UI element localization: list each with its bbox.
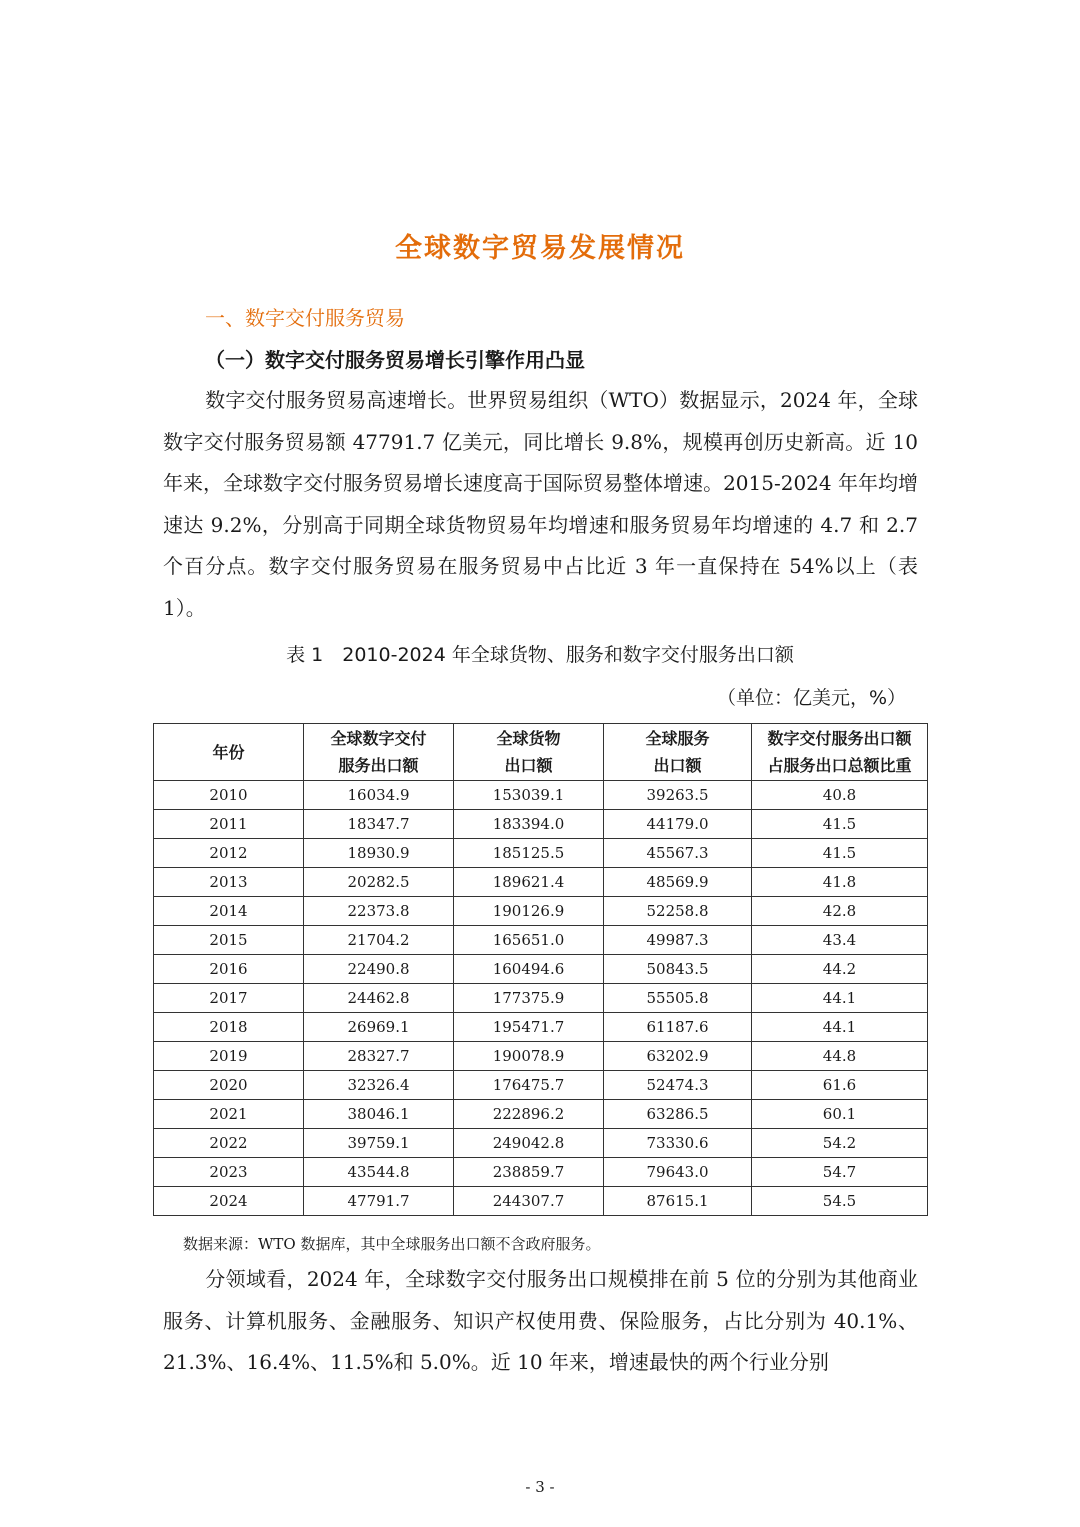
table-cell: 195471.7 <box>454 1013 604 1042</box>
table-cell: 165651.0 <box>454 926 604 955</box>
table-cell: 2016 <box>154 955 304 984</box>
header-year: 年份 <box>154 724 304 781</box>
table-cell: 2020 <box>154 1071 304 1100</box>
table-cell: 249042.8 <box>454 1129 604 1158</box>
table-cell: 41.5 <box>752 839 928 868</box>
table-header-row <box>154 724 928 781</box>
table-cell: 61.6 <box>752 1071 928 1100</box>
table-cell: 43544.8 <box>304 1158 454 1187</box>
table-cell: 2015 <box>154 926 304 955</box>
table-cell: 189621.4 <box>454 868 604 897</box>
table-cell: 44.1 <box>752 1013 928 1042</box>
table-cell: 44.8 <box>752 1042 928 1071</box>
table-cell: 20282.5 <box>304 868 454 897</box>
table-cell: 48569.9 <box>604 868 752 897</box>
subsection-heading: （一）数字交付服务贸易增长引擎作用凸显 <box>205 348 585 372</box>
header-digital-exports: 全球数字交付 服务出口额 <box>304 724 454 781</box>
table-cell: 44.1 <box>752 984 928 1013</box>
table-source: 数据来源：WTO 数据库，其中全球服务出口额不含政府服务。 <box>183 1235 601 1253</box>
table-cell: 2023 <box>154 1158 304 1187</box>
table-cell: 2021 <box>154 1100 304 1129</box>
table-row <box>154 955 928 984</box>
table-cell: 50843.5 <box>604 955 752 984</box>
table-cell: 60.1 <box>752 1100 928 1129</box>
table-row <box>154 810 928 839</box>
table-cell: 43.4 <box>752 926 928 955</box>
table-cell: 41.8 <box>752 868 928 897</box>
table-cell: 26969.1 <box>304 1013 454 1042</box>
paragraph-1 <box>163 380 918 629</box>
page-number: - 3 - <box>525 1478 555 1496</box>
header-digital-share: 数字交付服务出口额 占服务出口总额比重 <box>752 724 928 781</box>
table-row <box>154 1013 928 1042</box>
export-table <box>153 723 928 1216</box>
table-cell: 52474.3 <box>604 1071 752 1100</box>
table-row <box>154 897 928 926</box>
table-row <box>154 984 928 1013</box>
table-cell: 54.2 <box>752 1129 928 1158</box>
table-cell: 2017 <box>154 984 304 1013</box>
table-cell: 185125.5 <box>454 839 604 868</box>
table-cell: 244307.7 <box>454 1187 604 1216</box>
table-cell: 153039.1 <box>454 781 604 810</box>
table-row <box>154 1187 928 1216</box>
table-cell: 190078.9 <box>454 1042 604 1071</box>
table-cell: 32326.4 <box>304 1071 454 1100</box>
paragraph-2 <box>163 1259 918 1384</box>
table-cell: 42.8 <box>752 897 928 926</box>
table-row <box>154 839 928 868</box>
table-cell: 183394.0 <box>454 810 604 839</box>
table-row <box>154 1042 928 1071</box>
table-cell: 38046.1 <box>304 1100 454 1129</box>
table-row <box>154 1100 928 1129</box>
table-cell: 176475.7 <box>454 1071 604 1100</box>
table-cell: 2010 <box>154 781 304 810</box>
table-row <box>154 1071 928 1100</box>
table-cell: 22373.8 <box>304 897 454 926</box>
table-cell: 2012 <box>154 839 304 868</box>
table-cell: 55505.8 <box>604 984 752 1013</box>
table-cell: 222896.2 <box>454 1100 604 1129</box>
table-cell: 18347.7 <box>304 810 454 839</box>
table-cell: 45567.3 <box>604 839 752 868</box>
table-cell: 28327.7 <box>304 1042 454 1071</box>
table-cell: 54.7 <box>752 1158 928 1187</box>
page-title: 全球数字贸易发展情况 <box>395 233 685 264</box>
table-cell: 2011 <box>154 810 304 839</box>
table-cell: 24462.8 <box>304 984 454 1013</box>
section-heading: 一、数字交付服务贸易 <box>205 306 405 330</box>
table-cell: 2024 <box>154 1187 304 1216</box>
table-cell: 47791.7 <box>304 1187 454 1216</box>
table-cell: 39263.5 <box>604 781 752 810</box>
table-cell: 2014 <box>154 897 304 926</box>
table-cell: 87615.1 <box>604 1187 752 1216</box>
table-row <box>154 1158 928 1187</box>
table-cell: 177375.9 <box>454 984 604 1013</box>
table-cell: 52258.8 <box>604 897 752 926</box>
paragraph-1-text: 数字交付服务贸易高速增长。世界贸易组织（WTO）数据显示，2024 年，全球数字交付服务贸易额 47791.7 亿美元，同比增长 9.8%，规模再创历史新高。近 10 年来，全球数字交付服务贸易增长速度高于国际贸易整体增速。2015-2024 年年均增速达 9.2%，分别高于同期全球货物贸易年均增速和服务贸易年均增速的 4.7 和 2.7 个百分点。数字交付服务贸易在服务贸易中占比近 3 年一直保持在 54%以上（表 1）。 <box>163 388 918 620</box>
table-cell: 79643.0 <box>604 1158 752 1187</box>
table-unit: （单位：亿美元，%） <box>716 687 906 709</box>
table-cell: 73330.6 <box>604 1129 752 1158</box>
table-cell: 16034.9 <box>304 781 454 810</box>
table-row <box>154 1129 928 1158</box>
table-cell: 39759.1 <box>304 1129 454 1158</box>
table-row <box>154 781 928 810</box>
table-row <box>154 868 928 897</box>
table-cell: 18930.9 <box>304 839 454 868</box>
table-caption: 表 1 2010-2024 年全球货物、服务和数字交付服务出口额 <box>286 644 794 666</box>
table-cell: 21704.2 <box>304 926 454 955</box>
table-cell: 63286.5 <box>604 1100 752 1129</box>
table-cell: 41.5 <box>752 810 928 839</box>
table-cell: 238859.7 <box>454 1158 604 1187</box>
table-cell: 44179.0 <box>604 810 752 839</box>
header-services-exports: 全球服务 出口额 <box>604 724 752 781</box>
table-cell: 190126.9 <box>454 897 604 926</box>
table-cell: 54.5 <box>752 1187 928 1216</box>
table-cell: 2019 <box>154 1042 304 1071</box>
table-row <box>154 926 928 955</box>
table-cell: 22490.8 <box>304 955 454 984</box>
table-cell: 2022 <box>154 1129 304 1158</box>
table-cell: 40.8 <box>752 781 928 810</box>
table-cell: 61187.6 <box>604 1013 752 1042</box>
header-goods-exports: 全球货物 出口额 <box>454 724 604 781</box>
table-cell: 49987.3 <box>604 926 752 955</box>
paragraph-2-text: 分领域看，2024 年，全球数字交付服务出口规模排在前 5 位的分别为其他商业服务、计算机服务、金融服务、知识产权使用费、保险服务，占比分别为 40.1%、21.3%、16.4%、11.5%和 5.0%。近 10 年来，增速最快的两个行业分别 <box>163 1267 918 1374</box>
table-cell: 44.2 <box>752 955 928 984</box>
table-cell: 160494.6 <box>454 955 604 984</box>
table-cell: 2018 <box>154 1013 304 1042</box>
table-cell: 2013 <box>154 868 304 897</box>
table-cell: 63202.9 <box>604 1042 752 1071</box>
